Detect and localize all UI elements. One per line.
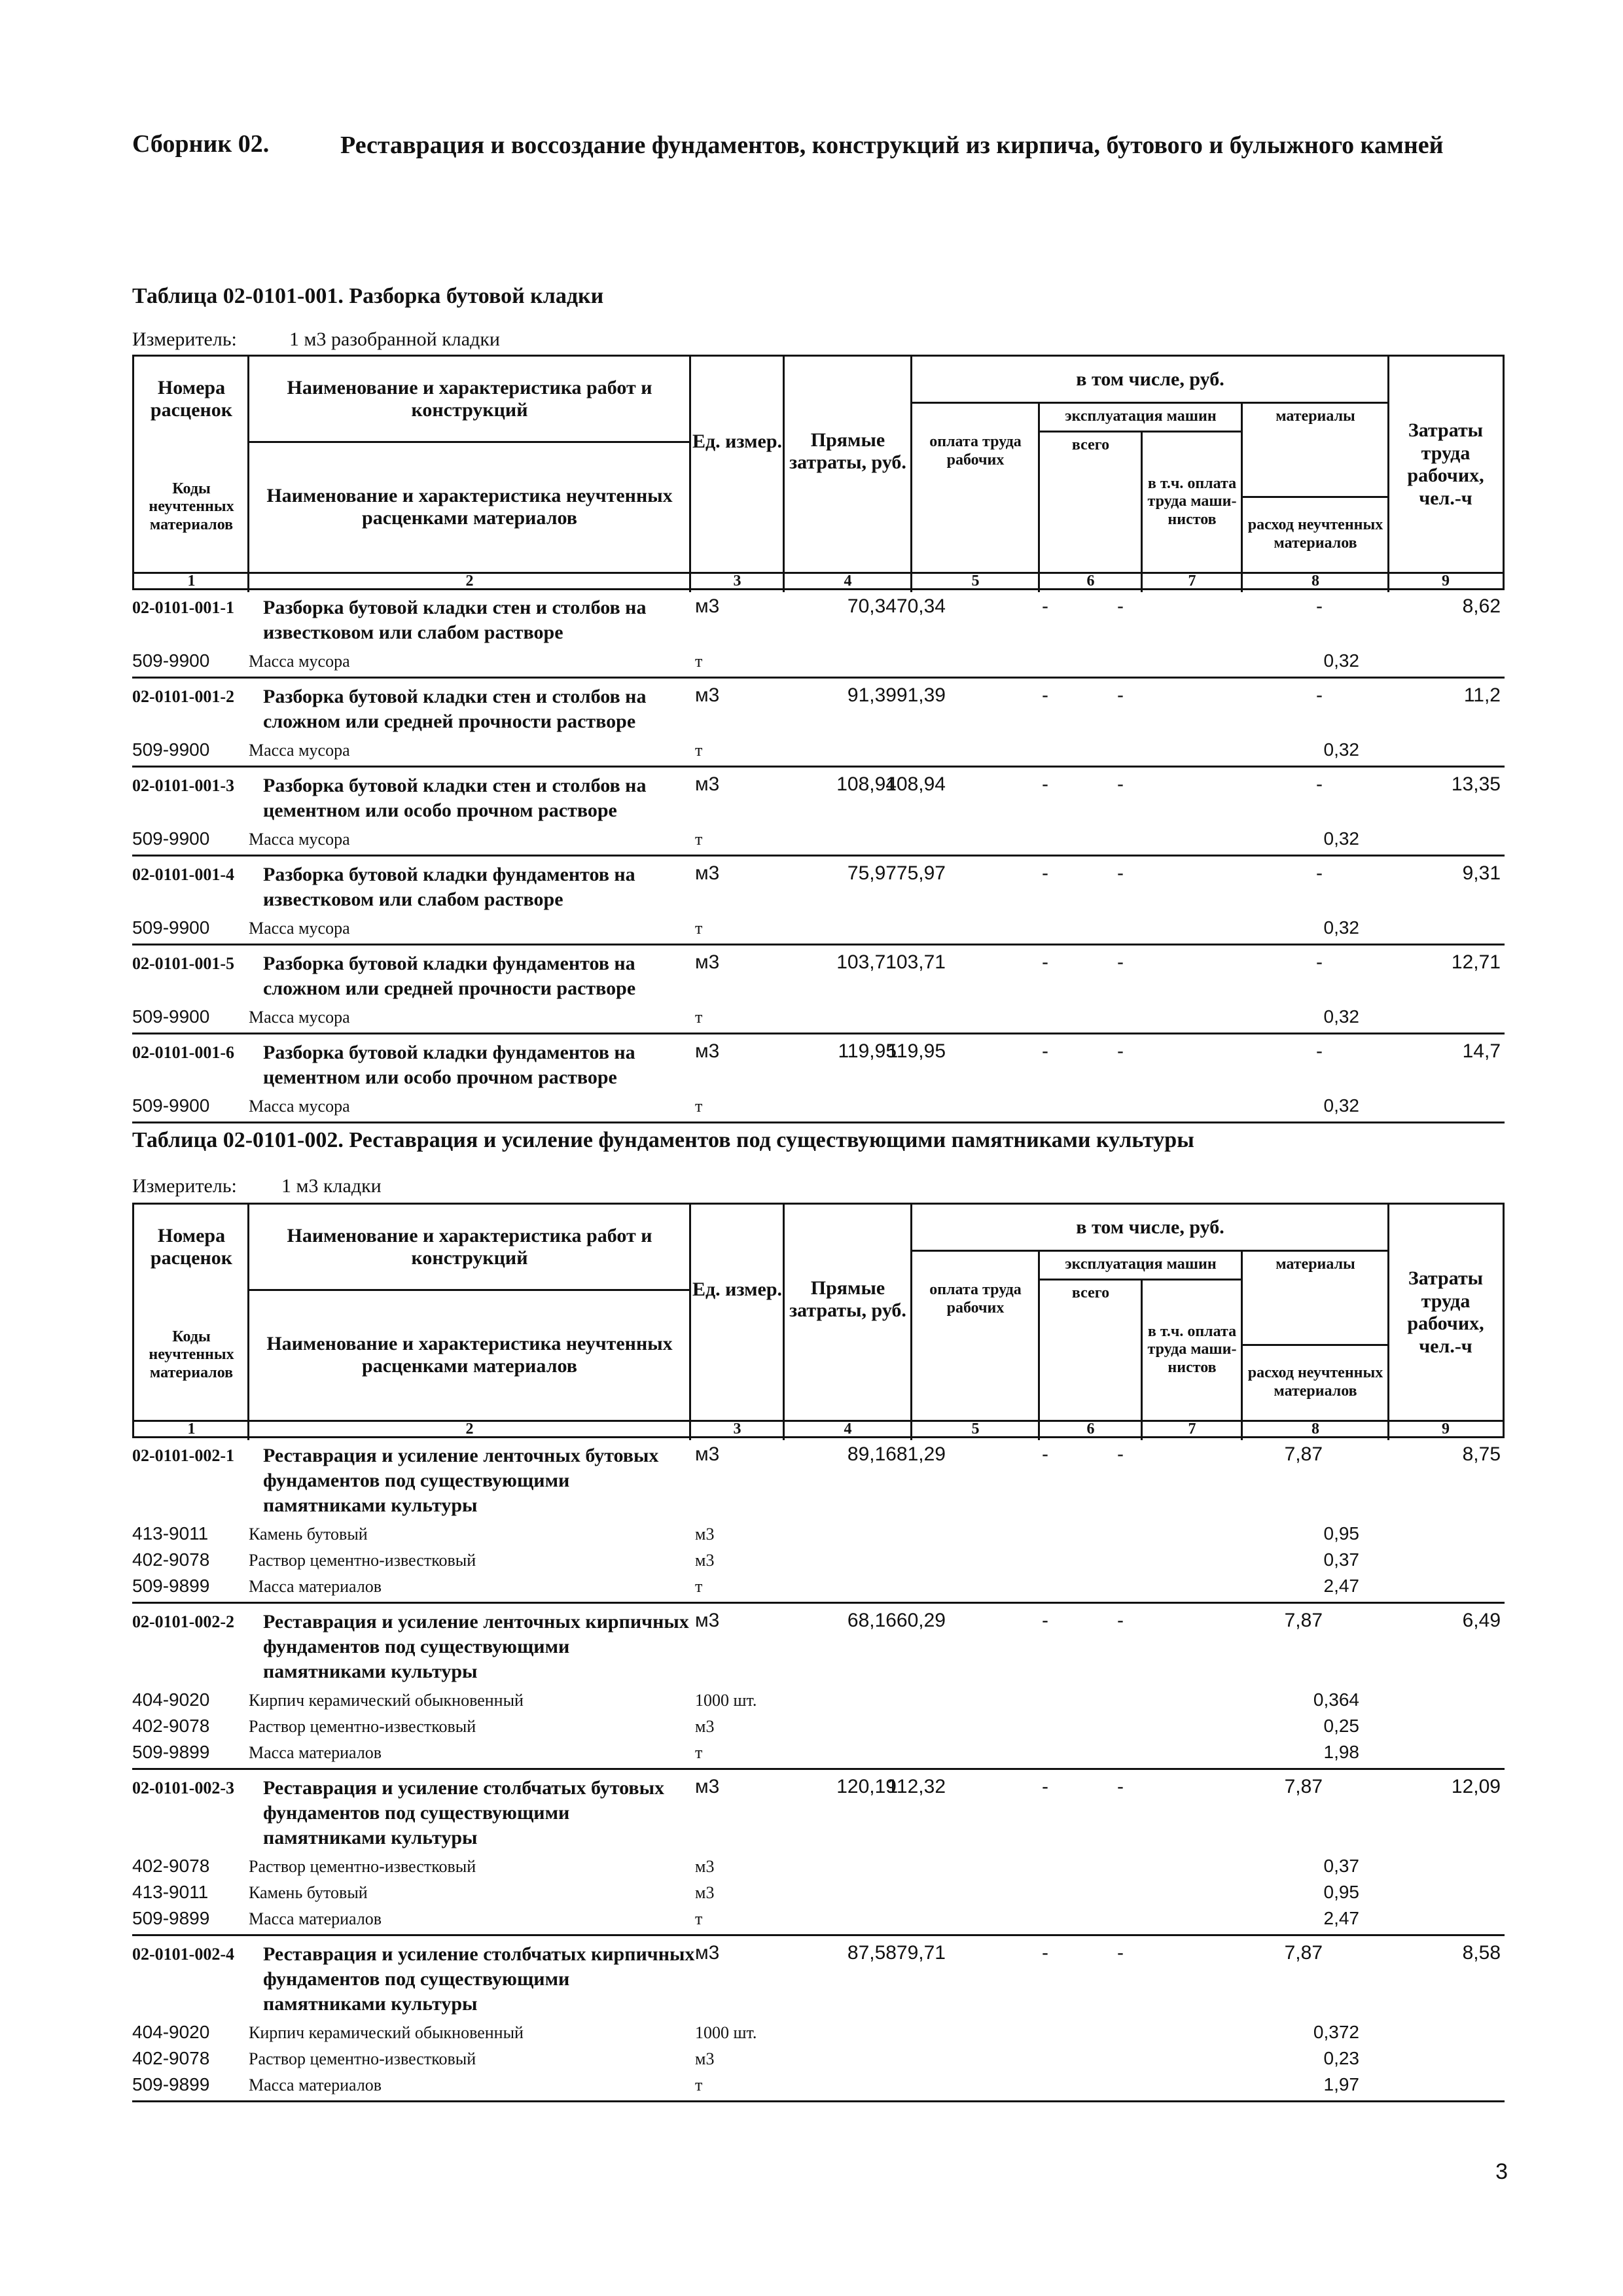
table2-grid-line (1141, 1279, 1143, 1440)
rate-name: Реставрация и усиление столбчатых кирпичных фундаментов под существующими памятниками культуры (263, 1943, 695, 2015)
table1-materials-header: материалы (1275, 408, 1355, 425)
material-consumption: 0,37 (1323, 1549, 1359, 1570)
material-code: 509-9900 (132, 1095, 210, 1116)
rate-code: 02-0101-001-4 (132, 865, 234, 884)
table1-numbers-header: Номера расценок (150, 376, 233, 421)
table1-grid-line (247, 357, 249, 592)
materials-cost: - (1316, 1040, 1323, 1062)
wages-cost: 70,34 (896, 595, 946, 617)
material-name: Масса мусора (249, 1008, 350, 1027)
table1-direct-header: Прямые затраты, руб. (789, 429, 906, 473)
table1-name-top-header: Наименование и характеристика работ и конструкций (287, 376, 652, 421)
material-name: Масса мусора (249, 1097, 350, 1116)
table2-col-number: 3 (733, 1420, 741, 1438)
table1-codes-header: Коды неучтенных материалов (149, 480, 234, 533)
material-name: Масса мусора (249, 830, 350, 849)
rate-unit: м3 (695, 1040, 720, 1062)
machines-cost: - (1042, 1942, 1048, 1964)
table2-col-number: 8 (1311, 1420, 1319, 1438)
materials-cost: 7,87 (1284, 1610, 1323, 1631)
rate-name: Реставрация и усиление ленточных бутовых фундаментов под существующими памятниками культуры (263, 1445, 659, 1516)
table1-machines-header: эксплуатация машин (1065, 408, 1217, 425)
material-unit: м3 (695, 1883, 715, 1902)
material-code: 509-9900 (132, 1006, 210, 1027)
rate-unit: м3 (695, 595, 720, 617)
labor-cost: 6,49 (1462, 1610, 1501, 1631)
machinist-wages-cost: - (1117, 1610, 1124, 1631)
direct-cost: 108,94 (836, 773, 897, 795)
page-number: 3 (1495, 2159, 1508, 2184)
material-consumption: 1,98 (1323, 1742, 1359, 1762)
collection-code: Сборник 02. (132, 130, 270, 158)
rate-unit: м3 (695, 951, 720, 973)
table1-col-number: 3 (733, 572, 741, 590)
material-code: 402-9078 (132, 1549, 210, 1570)
material-name: Масса материалов (249, 2075, 382, 2094)
table1-grid-line (912, 402, 1389, 404)
table1-title: Таблица 02-0101-001. Разборка бутовой кладки (132, 284, 604, 308)
table1-grid-line (689, 357, 691, 592)
table1-grid-line (910, 357, 912, 592)
material-code: 404-9020 (132, 2022, 210, 2042)
material-unit: т (695, 1577, 703, 1596)
wages-cost: 119,95 (887, 1040, 946, 1062)
labor-cost: 12,09 (1451, 1776, 1501, 1797)
table2-grid-line (912, 1250, 1389, 1252)
rate-name: Разборка бутовой кладки стен и столбов на сложном или средней прочности растворе (263, 686, 647, 732)
table1-col-number: 7 (1188, 572, 1196, 590)
machines-cost: - (1042, 1776, 1048, 1797)
machinist-wages-cost: - (1117, 1776, 1124, 1797)
direct-cost: 70,34 (847, 595, 897, 617)
table2-grid-line (249, 1289, 690, 1291)
table2-meter-value: 1 м3 кладки (281, 1175, 382, 1197)
material-consumption: 0,364 (1313, 1689, 1359, 1710)
material-consumption: 0,32 (1323, 1006, 1359, 1027)
wages-cost: 75,97 (896, 862, 946, 884)
material-consumption: 1,97 (1323, 2074, 1359, 2094)
material-unit: т (695, 919, 703, 938)
rate-unit: м3 (695, 773, 720, 795)
machinist-wages-cost: - (1117, 1040, 1124, 1062)
machinist-wages-cost: - (1117, 773, 1124, 795)
rate-code: 02-0101-002-2 (132, 1612, 234, 1631)
rate-name: Разборка бутовой кладки фундаментов на известковом или слабом растворе (263, 864, 635, 910)
material-name: Масса мусора (249, 741, 350, 760)
table2-labor-header: Затраты труда рабочих, чел.-ч (1407, 1267, 1484, 1357)
table1-row-divider (132, 1033, 1505, 1034)
material-code: 509-9899 (132, 1908, 210, 1928)
material-name: Кирпич керамический обыкновенный (249, 2023, 524, 2042)
table2-grid-line (783, 1205, 785, 1440)
rate-name: Разборка бутовой кладки фундаментов на сложном или средней прочности растворе (263, 953, 636, 999)
table1-name-bottom-header: Наименование и характеристика неучтенных расценками материалов (266, 484, 673, 529)
table2-meter-label: Измеритель: (132, 1175, 237, 1197)
labor-cost: 8,75 (1462, 1443, 1501, 1465)
machines-cost: - (1042, 773, 1048, 795)
material-consumption: 0,23 (1323, 2048, 1359, 2068)
material-name: Раствор цементно-известковый (249, 1551, 476, 1570)
materials-cost: 7,87 (1284, 1776, 1323, 1797)
material-unit: м3 (695, 1525, 715, 1544)
direct-cost: 103,71 (836, 951, 897, 973)
material-code: 413-9011 (132, 1523, 209, 1544)
material-code: 509-9899 (132, 2074, 210, 2094)
table2-name-top-header: Наименование и характеристика работ и конструкций (287, 1224, 652, 1269)
material-consumption: 0,32 (1323, 650, 1359, 671)
wages-cost: 103,71 (885, 951, 946, 973)
material-code: 402-9078 (132, 1716, 210, 1736)
machinist-wages-cost: - (1117, 684, 1124, 706)
material-unit: м3 (695, 1717, 715, 1736)
table2-grid-line (1387, 1205, 1389, 1440)
material-code: 402-9078 (132, 2048, 210, 2068)
table1-row-divider (132, 766, 1505, 768)
table2-col-number: 2 (465, 1420, 474, 1438)
material-consumption: 0,32 (1323, 739, 1359, 760)
table1-grid-line (783, 357, 785, 592)
table2-header (132, 1203, 1505, 1438)
table2-grid-line (1242, 1344, 1389, 1346)
table2-machines-header: эксплуатация машин (1065, 1256, 1217, 1273)
table2-mach-total-header: всего (1071, 1284, 1110, 1302)
machinist-wages-cost: - (1117, 1942, 1124, 1964)
table2-col-number: 4 (844, 1420, 852, 1438)
table1-row (132, 1039, 1505, 1124)
wages-cost: 108,94 (885, 773, 946, 795)
machinist-wages-cost: - (1117, 595, 1124, 617)
table2-col-number: 6 (1086, 1420, 1095, 1438)
material-name: Раствор цементно-известковый (249, 1717, 476, 1736)
rate-code: 02-0101-001-3 (132, 776, 234, 795)
material-unit: т (695, 2075, 703, 2094)
materials-cost: - (1316, 684, 1323, 706)
table2-materials-header: материалы (1275, 1256, 1355, 1273)
table2-col-number: 9 (1442, 1420, 1450, 1438)
table2-row-divider (132, 1934, 1505, 1936)
table2-direct-header: Прямые затраты, руб. (789, 1277, 906, 1321)
table1-header (132, 355, 1505, 590)
machines-cost: - (1042, 951, 1048, 973)
material-name: Масса мусора (249, 919, 350, 938)
rate-unit: м3 (695, 1776, 720, 1797)
labor-cost: 9,31 (1462, 862, 1501, 884)
labor-cost: 12,71 (1451, 951, 1501, 973)
material-code: 413-9011 (132, 1882, 209, 1902)
rate-code: 02-0101-001-6 (132, 1043, 234, 1062)
material-consumption: 0,32 (1323, 1095, 1359, 1116)
table1-meter (132, 328, 500, 351)
material-consumption: 0,95 (1323, 1882, 1359, 1902)
machinist-wages-cost: - (1117, 1443, 1124, 1465)
materials-cost: - (1316, 595, 1323, 617)
rate-code: 02-0101-001-2 (132, 687, 234, 706)
material-name: Масса материалов (249, 1743, 382, 1762)
table1-mat-consumption-header: расход неучтенных материалов (1247, 516, 1383, 552)
table1-row-divider (132, 677, 1505, 679)
material-name: Кирпич керамический обыкновенный (249, 1691, 524, 1710)
rate-name: Реставрация и усиление столбчатых бутовых фундаментов под существующими памятниками культуры (263, 1777, 665, 1848)
table2-col-number: 5 (971, 1420, 980, 1438)
material-code: 509-9900 (132, 739, 210, 760)
table2-unit-header: Ед. измер. (692, 1278, 783, 1300)
labor-cost: 11,2 (1463, 684, 1501, 706)
rate-unit: м3 (695, 684, 720, 706)
machines-cost: - (1042, 1610, 1048, 1631)
collection-header (132, 130, 1493, 161)
table1-grid-line (249, 441, 690, 443)
direct-cost: 87,58 (847, 1942, 897, 1964)
labor-cost: 14,7 (1462, 1040, 1501, 1062)
wages-cost: 60,29 (896, 1610, 946, 1631)
collection-title: Реставрация и воссоздание фундаментов, конструкций из кирпича, бутового и булыжного камней (340, 132, 1444, 159)
material-code: 509-9899 (132, 1742, 210, 1762)
machines-cost: - (1042, 1040, 1048, 1062)
table2-grid-line (910, 1205, 912, 1440)
rate-code: 02-0101-001-5 (132, 954, 234, 973)
material-name: Камень бутовый (249, 1883, 368, 1902)
material-name: Раствор цементно-известковый (249, 2049, 476, 2068)
table1-incl-header: в том числе, руб. (1076, 368, 1224, 390)
machinist-wages-cost: - (1117, 862, 1124, 884)
table2-row (132, 1775, 1505, 1937)
materials-cost: - (1316, 773, 1323, 795)
material-code: 509-9899 (132, 1576, 210, 1596)
table1-wages-header: оплата труда рабочих (929, 433, 1022, 468)
table1-col-number: 1 (187, 572, 196, 590)
direct-cost: 89,16 (847, 1443, 897, 1465)
wages-cost: 81,29 (896, 1443, 946, 1465)
table2-grid-line (1039, 1279, 1242, 1280)
material-consumption: 2,47 (1323, 1908, 1359, 1928)
table2-row-divider (132, 1768, 1505, 1770)
material-consumption: 0,37 (1323, 1856, 1359, 1876)
materials-cost: - (1316, 951, 1323, 973)
materials-cost: 7,87 (1284, 1443, 1323, 1465)
materials-cost: 7,87 (1284, 1942, 1323, 1964)
material-unit: м3 (695, 1857, 715, 1876)
material-consumption: 0,25 (1323, 1716, 1359, 1736)
table1-unit-header: Ед. измер. (692, 430, 783, 452)
labor-cost: 8,58 (1462, 1942, 1501, 1964)
material-unit: м3 (695, 2049, 715, 2068)
table1-col-number: 8 (1311, 572, 1319, 590)
table2-row (132, 1941, 1505, 2103)
labor-cost: 8,62 (1462, 595, 1501, 617)
table2-col-number: 7 (1188, 1420, 1196, 1438)
rate-unit: м3 (695, 1942, 720, 1964)
table2-numbers-header: Номера расценок (150, 1224, 233, 1269)
materials-cost: - (1316, 862, 1323, 884)
rate-unit: м3 (695, 862, 720, 884)
labor-cost: 13,35 (1451, 773, 1501, 795)
table1-labor-header: Затраты труда рабочих, чел.-ч (1407, 419, 1484, 509)
rate-unit: м3 (695, 1443, 720, 1465)
table1-meter-value: 1 м3 разобранной кладки (289, 328, 500, 350)
material-unit: м3 (695, 1551, 715, 1570)
material-unit: т (695, 1008, 703, 1027)
wages-cost: 91,39 (896, 684, 946, 706)
material-code: 402-9078 (132, 1856, 210, 1876)
material-consumption: 0,32 (1323, 828, 1359, 849)
table1-row-divider (132, 944, 1505, 945)
material-code: 509-9900 (132, 650, 210, 671)
table1-row (132, 683, 1505, 768)
table1-mach-total-header: всего (1071, 436, 1110, 454)
material-name: Раствор цементно-известковый (249, 1857, 476, 1876)
material-consumption: 0,372 (1313, 2022, 1359, 2042)
material-consumption: 2,47 (1323, 1576, 1359, 1596)
material-unit: 1000 шт. (695, 1691, 757, 1710)
material-unit: т (695, 1909, 703, 1928)
table2-codes-header: Коды неучтенных материалов (149, 1328, 234, 1381)
table2-title: Таблица 02-0101-002. Реставрация и усиление фундаментов под существующими памятниками культуры (132, 1128, 1194, 1152)
table1-col-number: 5 (971, 572, 980, 590)
material-code: 404-9020 (132, 1689, 210, 1710)
table1-row-divider (132, 1122, 1505, 1123)
table2-row-divider (132, 2100, 1505, 2102)
table2-mat-consumption-header: расход неучтенных материалов (1247, 1364, 1383, 1400)
table1-grid-line (1387, 357, 1389, 592)
wages-cost: 79,71 (896, 1942, 946, 1964)
material-code: 509-9900 (132, 917, 210, 938)
material-name: Масса материалов (249, 1909, 382, 1928)
machines-cost: - (1042, 862, 1048, 884)
table1-col-number: 2 (465, 572, 474, 590)
material-unit: т (695, 741, 703, 760)
material-unit: т (695, 652, 703, 671)
machines-cost: - (1042, 1443, 1048, 1465)
wages-cost: 112,32 (887, 1776, 946, 1797)
material-unit: 1000 шт. (695, 2023, 757, 2042)
table1-col-number: 9 (1442, 572, 1450, 590)
rate-name: Разборка бутовой кладки стен и столбов на цементном или особо прочном растворе (263, 775, 647, 821)
table1-row (132, 861, 1505, 946)
table2-incl-header: в том числе, руб. (1076, 1216, 1224, 1238)
table1-grid-line (1039, 431, 1242, 433)
machines-cost: - (1042, 684, 1048, 706)
table2-grid-line (689, 1205, 691, 1440)
direct-cost: 119,95 (838, 1040, 897, 1062)
material-consumption: 0,95 (1323, 1523, 1359, 1544)
table1-grid-line (1242, 496, 1389, 498)
table1-row (132, 594, 1505, 679)
table2-name-bottom-header: Наименование и характеристика неучтенных расценками материалов (266, 1332, 673, 1377)
table1-col-number: 4 (844, 572, 852, 590)
machinist-wages-cost: - (1117, 951, 1124, 973)
table2-mach-wages-header: в т.ч. оплата труда маши- нистов (1147, 1322, 1237, 1376)
material-name: Масса материалов (249, 1577, 382, 1596)
table1-row-divider (132, 855, 1505, 857)
table1-grid-line (1141, 431, 1143, 592)
rate-code: 02-0101-002-4 (132, 1945, 234, 1964)
material-unit: т (695, 1097, 703, 1116)
table2-row (132, 1442, 1505, 1604)
direct-cost: 68,16 (847, 1610, 897, 1631)
material-consumption: 0,32 (1323, 917, 1359, 938)
table2-row-divider (132, 1602, 1505, 1604)
table1-row (132, 772, 1505, 857)
rate-unit: м3 (695, 1610, 720, 1631)
table2-row (132, 1608, 1505, 1771)
direct-cost: 91,39 (847, 684, 897, 706)
material-name: Масса мусора (249, 652, 350, 671)
table2-meter (132, 1175, 382, 1197)
table2-wages-header: оплата труда рабочих (929, 1281, 1022, 1316)
table2-col-number: 1 (187, 1420, 196, 1438)
material-name: Камень бутовый (249, 1525, 368, 1544)
table1-mach-wages-header: в т.ч. оплата труда маши- нистов (1147, 474, 1237, 528)
direct-cost: 75,97 (847, 862, 897, 884)
rate-code: 02-0101-001-1 (132, 598, 234, 617)
direct-cost: 120,19 (836, 1776, 897, 1797)
material-code: 509-9900 (132, 828, 210, 849)
rate-name: Разборка бутовой кладки стен и столбов на известковом или слабом растворе (263, 597, 647, 643)
table2-grid-line (247, 1205, 249, 1440)
material-unit: т (695, 830, 703, 849)
table1-row (132, 950, 1505, 1035)
rate-code: 02-0101-002-3 (132, 1778, 234, 1797)
rate-name: Реставрация и усиление ленточных кирпичных фундаментов под существующими памятниками культуры (263, 1611, 689, 1682)
table1-meter-label: Измеритель: (132, 328, 237, 350)
rate-name: Разборка бутовой кладки фундаментов на цементном или особо прочном растворе (263, 1042, 635, 1088)
material-unit: т (695, 1743, 703, 1762)
rate-code: 02-0101-002-1 (132, 1446, 234, 1465)
machines-cost: - (1042, 595, 1048, 617)
table1-col-number: 6 (1086, 572, 1095, 590)
